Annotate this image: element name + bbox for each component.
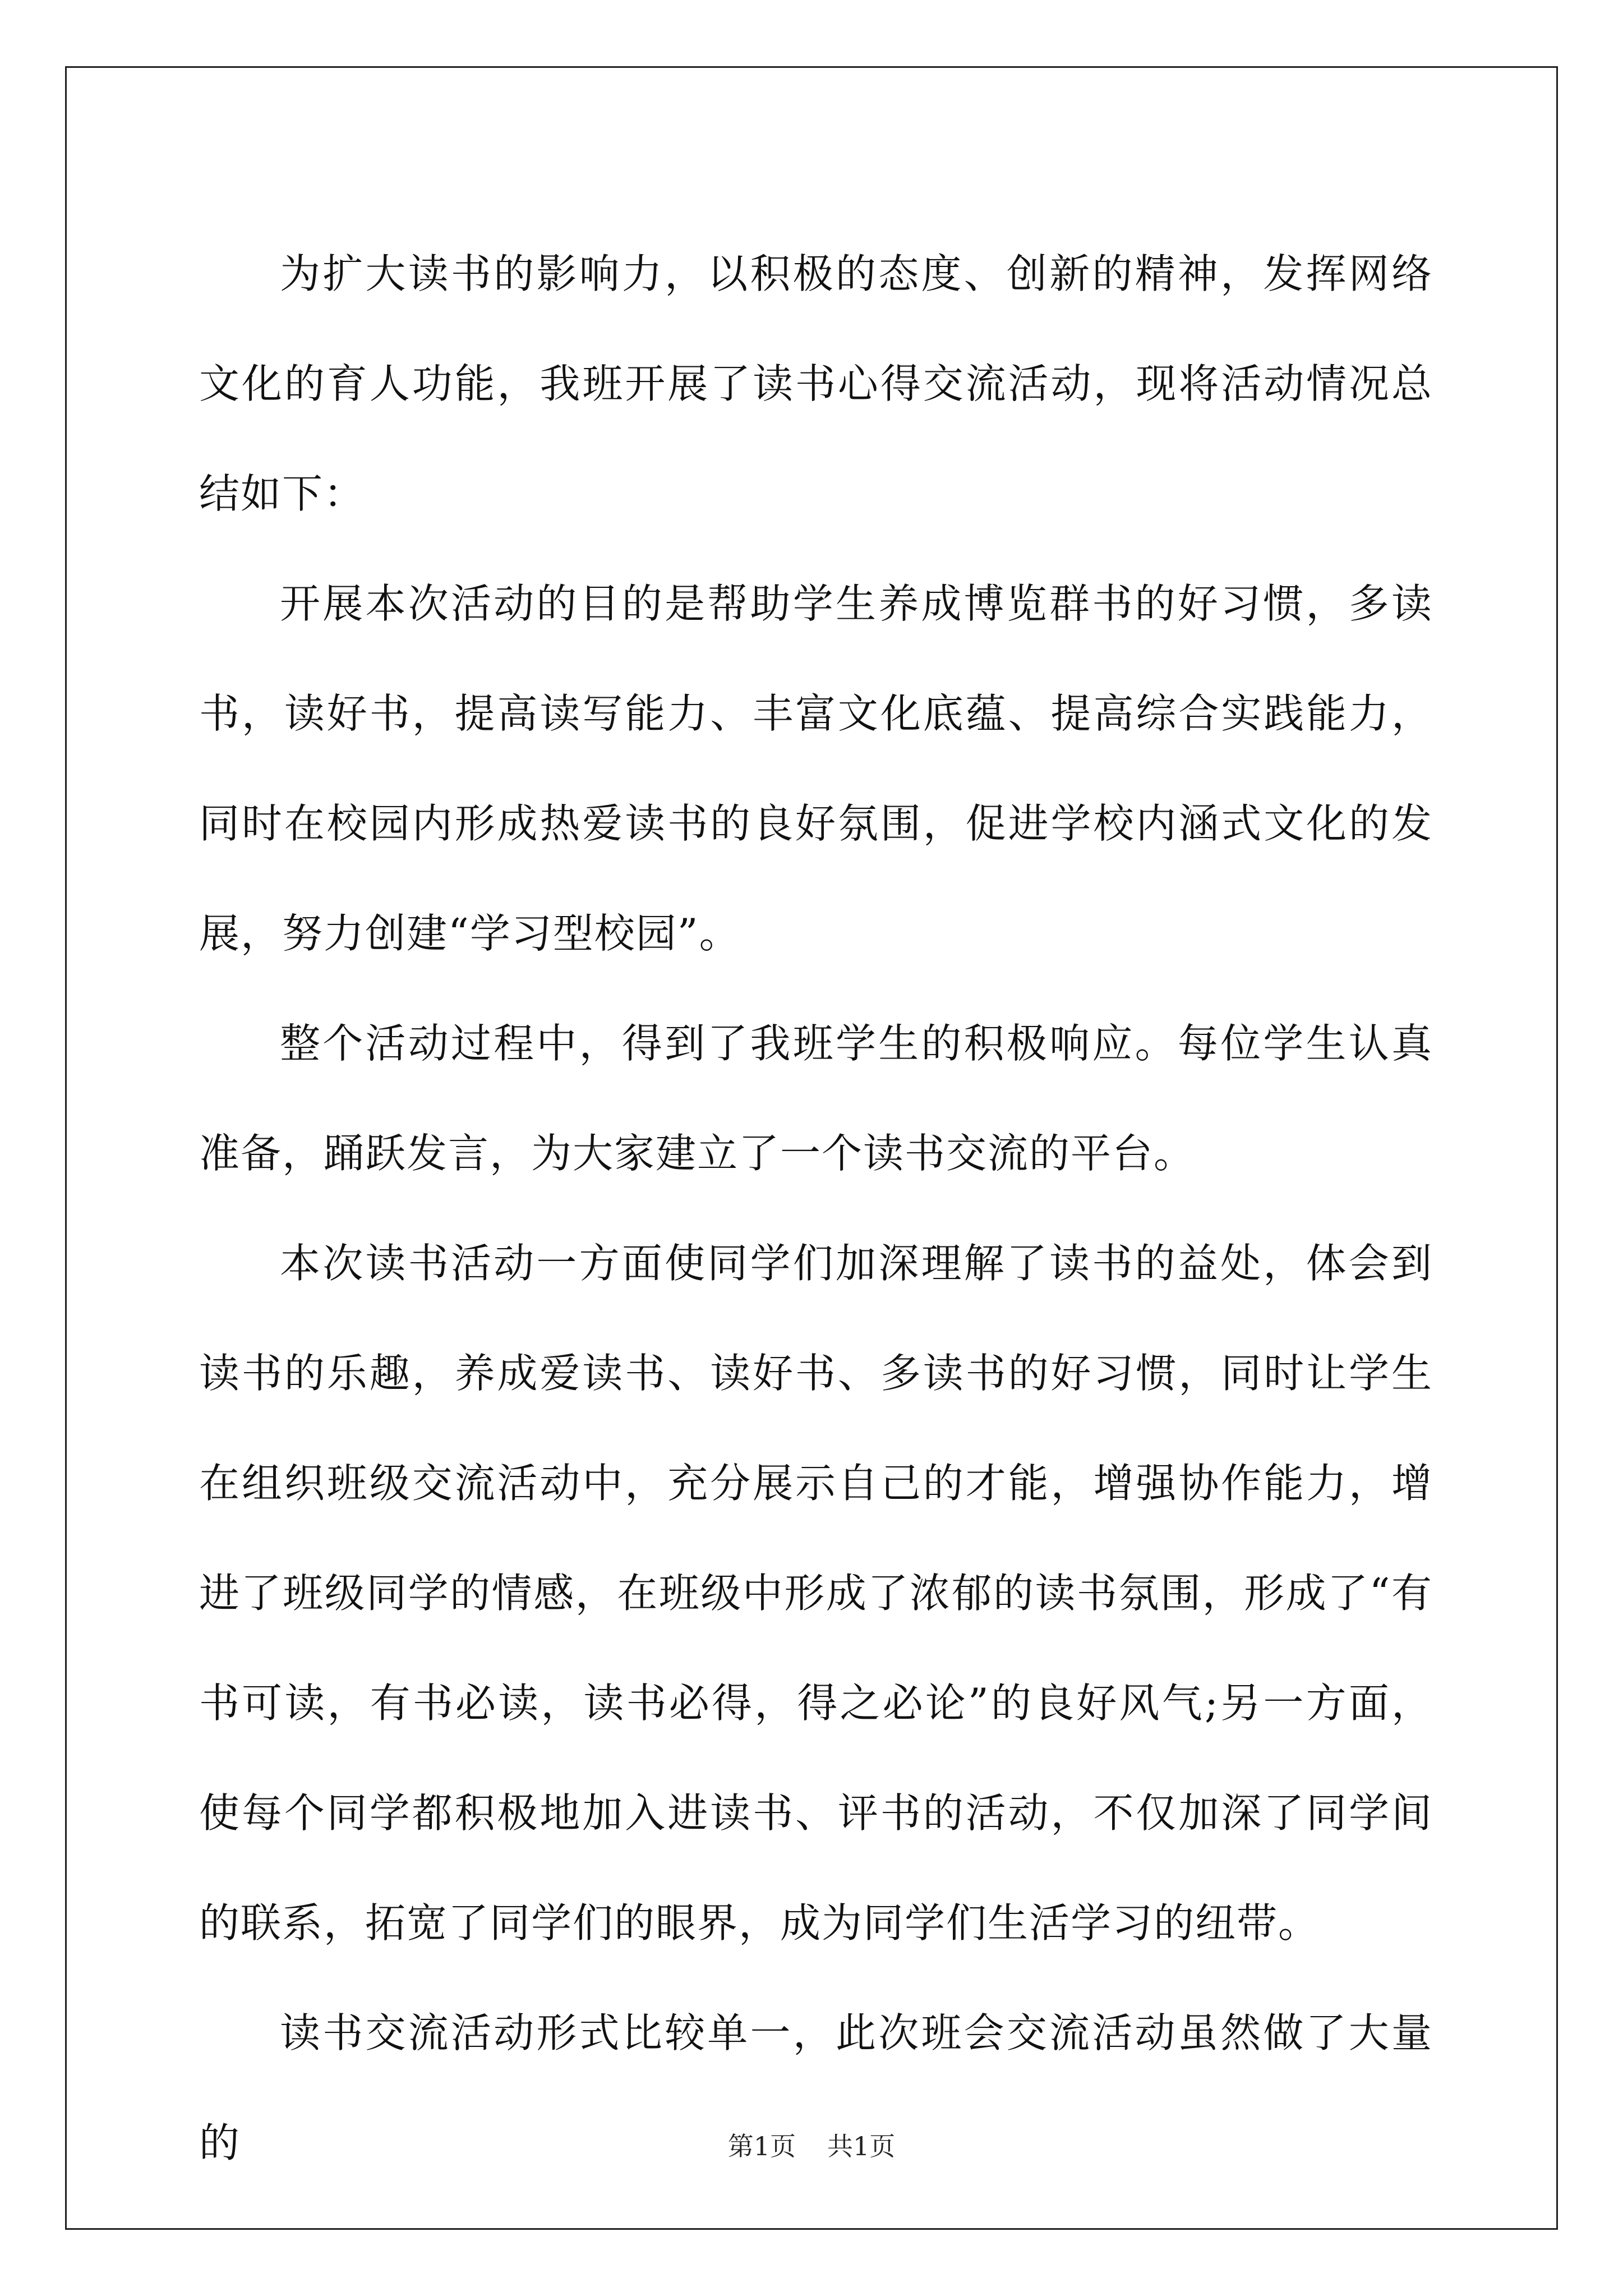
page-footer bbox=[0, 2126, 1623, 2163]
paragraph-3: 整个活动过程中，得到了我班学生的积极响应。每位学生认真准备，踊跃发言，为大家建立了一个读书交流的平台。 bbox=[199, 1020, 1433, 1177]
document-body bbox=[199, 219, 1433, 2198]
paragraph-2: 开展本次活动的目的是帮助学生养成博览群书的好习惯，多读书，读好书，提高读写能力、丰富文化底蕴、提高综合实践能力，同时在校园内形成热爱读书的良好氛围，促进学校内涵式文化的发展，努力创建“学习型校园”。 bbox=[199, 580, 1433, 957]
paragraph-1: 为扩大读书的影响力，以积极的态度、创新的精神，发挥网络文化的育人功能，我班开展了读书心得交流活动，现将活动情况总结如下： bbox=[199, 250, 1433, 517]
page-number-current: 第1页 bbox=[727, 2131, 796, 2161]
page-number-total: 共1页 bbox=[827, 2131, 896, 2161]
paragraph-5: 读书交流活动形式比较单一，此次班会交流活动虽然做了大量的 bbox=[199, 2009, 1433, 2166]
paragraph-4: 本次读书活动一方面使同学们加深理解了读书的益处，体会到读书的乐趣，养成爱读书、读好书、多读书的好习惯，同时让学生在组织班级交流活动中，充分展示自己的才能，增强协作能力，增进了班级同学的情感，在班级中形成了浓郁的读书氛围，形成了“有书可读，有书必读，读书必得，得之必论”的良好风气;另一方面，使每个同学都积极地加入进读书、评书的活动，不仅加深了同学间的联系，拓宽了同学们的眼界，成为同学们生活学习的纽带。 bbox=[199, 1240, 1433, 1947]
